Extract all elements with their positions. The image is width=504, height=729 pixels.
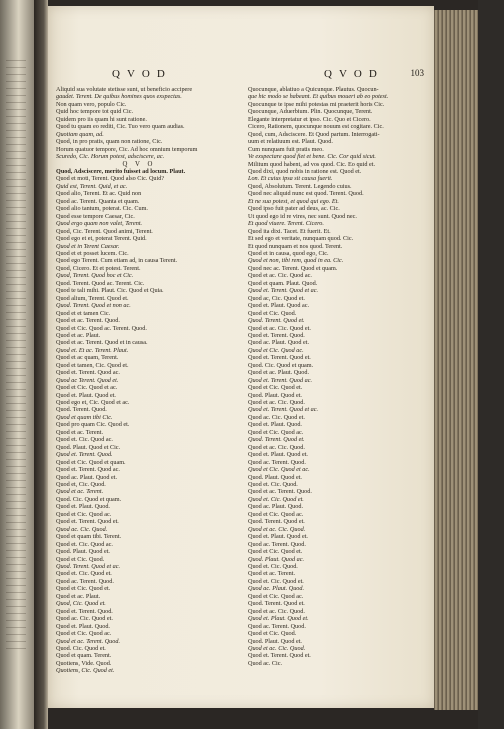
entry-line: Et ne sua potest, et quod qui ego. Et. <box>248 197 339 205</box>
running-head-left: QVOD <box>112 68 172 80</box>
entry-line: Quod. Plaut. Quod et. <box>248 637 302 645</box>
entry-line: Quod ac. Plaut. Quod. <box>248 585 305 593</box>
entry-line: Quod et. Plaut. Quod ac. <box>248 302 310 310</box>
entry-line: Quod, Cicero. Et et potest. Terent. <box>56 264 141 272</box>
book-page <box>48 6 434 708</box>
entry-line: Quod nec ac. Terent. Quod et quam. <box>248 264 338 272</box>
entry-line: Quod. Plaut. Quod et. <box>248 391 302 399</box>
entry-line: Quid hoc tempore tot quid Cic. <box>56 108 133 116</box>
entry-line: Quod et Cic. Quod. <box>248 630 297 638</box>
entry-line: Scuredo, Cic. Horum potest, adsciscere, ac. <box>56 153 165 161</box>
entry-line: Quod alio tantum, poterat. Cic. Cum. <box>56 205 148 213</box>
entry-line: Aliquid sua volutate stetisse sunt, ut beneficio accipere <box>56 86 193 93</box>
entry-line: Quod et. Terent. Quod ac. <box>248 376 312 384</box>
entry-line: Quod et. Plaut. Quod et. <box>248 451 308 459</box>
entry-line: Quod et. Cic. Quod et. <box>248 495 304 503</box>
entry-line: Quod. Plaut. Quod et Cic. <box>56 443 121 451</box>
entry-line: Quod et ac. Cic. Quod et. <box>248 324 311 332</box>
entry-line: Quod et. Plaut. Quod et. <box>248 533 308 541</box>
entry-line: Quod et, Cic. Quod. <box>56 481 106 489</box>
entry-line: Quod et Cic. Quod. <box>56 555 105 563</box>
entry-line: Quod ac, Cic. Quod et. <box>248 294 305 302</box>
entry-line: Quod, Absolutum. Terent. Legendo cuius. <box>248 182 352 190</box>
entry-line: Quid est, Terent. Quid, et ac. <box>56 182 128 190</box>
text-column-right <box>248 86 414 676</box>
entry-line: Q V O <box>122 160 156 168</box>
entry-line: Quod et quam tibi Cic. <box>56 413 113 421</box>
entry-line: Cicero, Rationem, quocunque nouum est cogitare. Cic. <box>248 123 384 131</box>
entry-line: Quod ego et et, poterat Terent. Quid. <box>56 235 147 243</box>
entry-line: Quod et. Terent. Quod et ac. <box>248 406 319 414</box>
entry-line: Quod et Cic. Quod ac. <box>248 510 304 518</box>
entry-line: Quod et Cic. Quod. <box>248 309 297 317</box>
entry-line: Quod tu quam eo rediti, Cic. Tuo vero quam audias. <box>56 123 185 131</box>
entry-line: Quod et ac. Terent. <box>56 488 104 496</box>
entry-line: Quod et et posset lucem. Cic. <box>56 249 129 257</box>
entry-line: Quod, in pro pratis, quam non ratione, Cic. <box>56 138 163 146</box>
entry-line: Quod. Cic. Quod et quam. <box>56 495 122 503</box>
entry-line: Quod et ac. Plaut. Quod. <box>248 369 310 377</box>
entry-line: Quod, Cic. Quod et. <box>56 600 106 608</box>
entry-line: Quod et Cic. Quod et. <box>56 585 111 593</box>
entry-line: Quod et. Plaut. Quod. <box>248 421 302 429</box>
entry-line: Quod et Cic. Quod et quam. <box>56 458 126 466</box>
entry-line: Quod et. Terent. Quod et ac. <box>248 287 319 295</box>
entry-line: Quod et. Cic. Quod et. <box>248 577 304 585</box>
entry-line: Quod et ac. Cic. Quod ac. <box>248 272 312 280</box>
entry-line: Quod. Terent. Quod et. <box>248 518 305 526</box>
entry-line: Quod et. Cic. Quod. <box>248 481 298 489</box>
entry-line: Quod et in causa, quod ego, Cic. <box>248 249 329 257</box>
entry-line: Quod et ac. Cic. Quod. <box>248 443 305 451</box>
entry-line: Quod et. Cic. Quod ac. <box>56 540 113 548</box>
entry-line: Quod et moti, Terent. Quod also Cic. Quid? <box>56 175 165 183</box>
entry-line: Quod ego Terent. Cum etiam ad, in causa Terent. <box>56 257 178 265</box>
entry-line: Quod, cum, Adsciscere. Et Quod partum. Interrogati- <box>248 130 380 138</box>
entry-line: Quod te tali mihi. Plaut. Cic. Quod et Quia. <box>56 287 164 295</box>
entry-line: Quod. Plaut. Quod et. <box>248 473 302 481</box>
entry-line: Quod et tamen, Cic. Quod et. <box>56 361 129 369</box>
entry-line: Quod ac. Terent. Quod. <box>56 577 114 585</box>
entry-line: Quod ac Terent. Quod et. <box>56 376 119 384</box>
entry-line: Quod et Cic. Quod ac. <box>56 630 112 638</box>
entry-line: Non quam vero, populo Cic. <box>56 100 127 108</box>
entry-line: Quod et quam tibi. Terent. <box>56 533 122 541</box>
entry-line: Quod, Cic. Terent. Quod animi, Terent. <box>56 227 153 235</box>
page-block-edge <box>434 10 478 710</box>
entry-line: Quod. Terent. Quod et non ac. <box>56 302 131 310</box>
entry-line: Quod et Cic. Quod et. <box>248 384 303 392</box>
entry-line: Quod. Terent. Quod et. <box>248 600 305 608</box>
entry-line: Quod et ac. Terent. <box>56 428 104 436</box>
text-column-left <box>56 86 222 676</box>
entry-line: Quod et ac. Terent. Quod. <box>56 637 120 645</box>
entry-line: Quod ac. Cic. Quod et. <box>248 413 305 421</box>
entry-line: Elegante interpretatur et ipso. Cic. Quo et Cicero. <box>248 115 371 123</box>
entry-line: Quod. Terent. Quod. <box>56 406 107 414</box>
entry-line: Quod. Terent. Quod et ac. <box>56 563 120 570</box>
entry-line: Quod et. Terent. Quod ac. <box>56 369 120 377</box>
entry-line: Quod et ac. Terent. Quod et in causa. <box>56 339 148 347</box>
entry-line: Quod ac. Plaut. Quod et. <box>56 473 118 481</box>
entry-line: Quod et. Plaut. Quod. <box>56 503 110 511</box>
entry-line: Quod esse tempore Caesar, Cic. <box>56 212 135 220</box>
entry-line: Horum quatuor tempore, Cic. Ad hoc omnium temporum <box>56 145 198 153</box>
entry-line: Quod. Plaut. Quod ac. <box>248 555 305 563</box>
entry-line: uum et relatiuum est. Plaut. Quod. <box>248 138 333 146</box>
entry-line: Et sed ego et veritate, nunquam quod. Cic. <box>248 235 354 243</box>
entry-line: Quod et. Terent. Quod et. <box>248 354 311 362</box>
entry-line: Quod et. Terent. Quod. <box>248 331 305 339</box>
entry-line: Cum nunquam fuit pratis meo. <box>248 145 324 153</box>
entry-line: Quod. Terent. Quod et. <box>248 436 305 444</box>
entry-line: Quod et ac. Terent. Quod. <box>56 317 120 325</box>
running-head-right: QVOD <box>324 68 384 80</box>
entry-line: Quidem pro iis quam hi sunt ratione. <box>56 115 147 123</box>
entry-line: Quod et. Cic. Quod. <box>248 563 298 570</box>
entry-line: Quod ac. Terent. Quod. <box>248 622 306 630</box>
entry-line: Quod. Plaut. Quod et. <box>56 548 110 556</box>
entry-line: Quod et ac. Plaut. <box>56 592 101 600</box>
entry-line: Quod et. Plaut. Quod et. <box>56 391 116 399</box>
running-header <box>56 68 426 84</box>
entry-line: Et quod nunquam et nos quod. Terent. <box>248 242 343 250</box>
entry-line: Et quod viuere. Terent. Cicero. <box>248 220 324 228</box>
entry-line: Quod et ac. Cic. Quod. <box>248 525 306 533</box>
entry-line: Quod ac. Cic. Quod. <box>56 525 108 533</box>
entry-line: Quod nec aliquid nunc est quod. Terent. Quod. <box>248 190 364 198</box>
entry-line: Quod et ac. Cic. Quod. <box>248 607 305 615</box>
entry-line: Quod alio, Terent. Et ac. Quid non <box>56 190 142 198</box>
entry-line: Quocunque, ablatiuo a Quicunque. Plautus. Quocun- <box>248 86 379 93</box>
entry-line: Quotiens, Cic. Quod et. <box>56 667 115 675</box>
entry-line: Quod ac. Terent. Quod. <box>248 540 306 548</box>
entry-line: Quod ac. Plaut. Quod et. <box>248 339 310 347</box>
entry-line: Militum quod habent, ad vos quod. Cic. Eo quid et. <box>248 160 376 168</box>
entry-line: Quocunque, Aduerbium. Plin. Quocunque, Terent. <box>248 108 373 116</box>
entry-line: Quod et. Cic. Quod et. <box>56 570 112 578</box>
entry-line: Quod et. Terent. Quod. <box>56 607 113 615</box>
entry-line: que hic modo se habeant. Et quibus moueri ab eo potest. <box>248 93 389 101</box>
entry-line: Quod et. Plaut. Quod et. <box>248 615 309 623</box>
entry-line: Quod et ac. Terent. <box>248 570 296 578</box>
entry-line: Quod et Cic. Quod ac. Terent. Quod. <box>56 324 147 332</box>
entry-line: Quod ac. Plaut. Quod. <box>248 503 303 511</box>
entry-line: Quod dixi, quod nobis in ratione est. Quod et. <box>248 167 362 175</box>
entry-line: Quod ac. Terent. Quod. <box>248 458 306 466</box>
entry-line: Quod, Terent. Quod hoc et Cic. <box>56 272 134 280</box>
entry-line: Quod et Cic. Quod et ac. <box>248 466 310 474</box>
page-number: 103 <box>410 68 424 78</box>
background-edge <box>478 0 504 729</box>
entry-line: Quod. Cic. Quod et. <box>56 644 106 652</box>
entry-line: Quod ergo quam non valet, Terent. <box>56 220 143 228</box>
entry-line: Quod et. Cic. Quod ac. <box>56 436 113 444</box>
entry-line: Ve exspectare quod fiet et bene. Cic. Cor quid sicut. <box>248 153 376 161</box>
entry-line: Quod et Cic. Quod ac. <box>248 592 304 600</box>
entry-line: Quod et. Terent. Quod et. <box>56 518 119 526</box>
entry-line: Quotiam quam, ad. <box>56 130 104 138</box>
entry-line: Quotiens, Vide. Quod. <box>56 659 112 667</box>
entry-line: Quod. Cic. Quod et quam. <box>248 361 314 369</box>
entry-line: Quod et non, tibi rem, quod in ea. Cic. <box>248 257 344 265</box>
entry-line: Quod ipso fuit pater ad deus, ac. Cic. <box>248 205 340 213</box>
entry-line: Quod et ac. Cic. Quod. <box>248 644 306 652</box>
entry-line: Quod ac. Cic. Quod et. <box>56 615 113 623</box>
entry-line: Quod et. Terent. Quod. <box>56 451 113 459</box>
entry-line: Quod et Cic. Quod ac. <box>248 346 304 354</box>
entry-line: Quod et Cic. Quod et. <box>248 548 303 556</box>
facing-page-text-fragment <box>6 60 26 649</box>
entry-line: Quod et ac. Terent. Quod. <box>248 488 312 496</box>
entry-line: Quocunque te ipse mihi potestas mi praeterit horis Cic. <box>248 100 385 108</box>
entry-line: Quod et ac. Plaut. <box>56 331 101 339</box>
entry-line: Quod ac. Cic. <box>248 659 283 667</box>
entry-line: Quod ego et, Cic. Quod et ac. <box>56 399 130 407</box>
entry-line: Lon. Et cuius ipsa sit causa fuerit. <box>248 175 333 183</box>
entry-line: Quod et in Terent Caesar. <box>56 242 120 250</box>
book-gutter <box>34 0 48 729</box>
entry-line: Quod et. Terent. Quod et. <box>248 652 311 660</box>
entry-line: Quod et Cic. Quod et ac. <box>56 384 118 392</box>
entry-line: Ut quod ego id re vires, nec sunt. Quod nec. <box>248 212 357 220</box>
entry-line: gaudet. Terent. De quibus homines quos exspectas. <box>56 93 182 101</box>
entry-line: Quod et quam. Plaut. Quod. <box>248 279 318 287</box>
entry-line: Quod et ac quam, Terent. <box>56 354 119 362</box>
entry-line: Quod ac. Terent. Quanta et quam. <box>56 197 140 205</box>
entry-line: Quod alium, Terent. Quod et. <box>56 294 129 302</box>
entry-line: Quod et ac. Cic. Quod. <box>248 399 305 407</box>
entry-line: Quod et Cic. Quod ac. <box>56 510 112 518</box>
entry-line: Quod et. Terent. Quod ac. <box>56 466 120 474</box>
entry-line: Quod, Adsciscere, merito fuisset ad locum. Plaut. <box>56 167 186 175</box>
entry-line: Quod et. Plaut. Quod. <box>56 622 110 630</box>
entry-line: Quod et Cic. Quod ac. <box>248 428 304 436</box>
entry-line: Quod. Terent. Quod ac. Terent. Cic. <box>56 279 145 287</box>
entry-line: Quod et. Et ac. Terent. Plaut. <box>56 346 129 354</box>
entry-line: Quod pro quam Cic. Quod et. <box>56 421 130 429</box>
entry-line: Quod ita dixi. Tacet. Et fuerit. Et. <box>248 227 331 235</box>
entry-line: Quod et quam. Terent. <box>56 652 112 660</box>
facing-page-edge <box>0 0 34 729</box>
entry-line: Quod. Terent. Quod et. <box>248 317 305 325</box>
entry-line: Quod et et tamen Cic. <box>56 309 111 317</box>
